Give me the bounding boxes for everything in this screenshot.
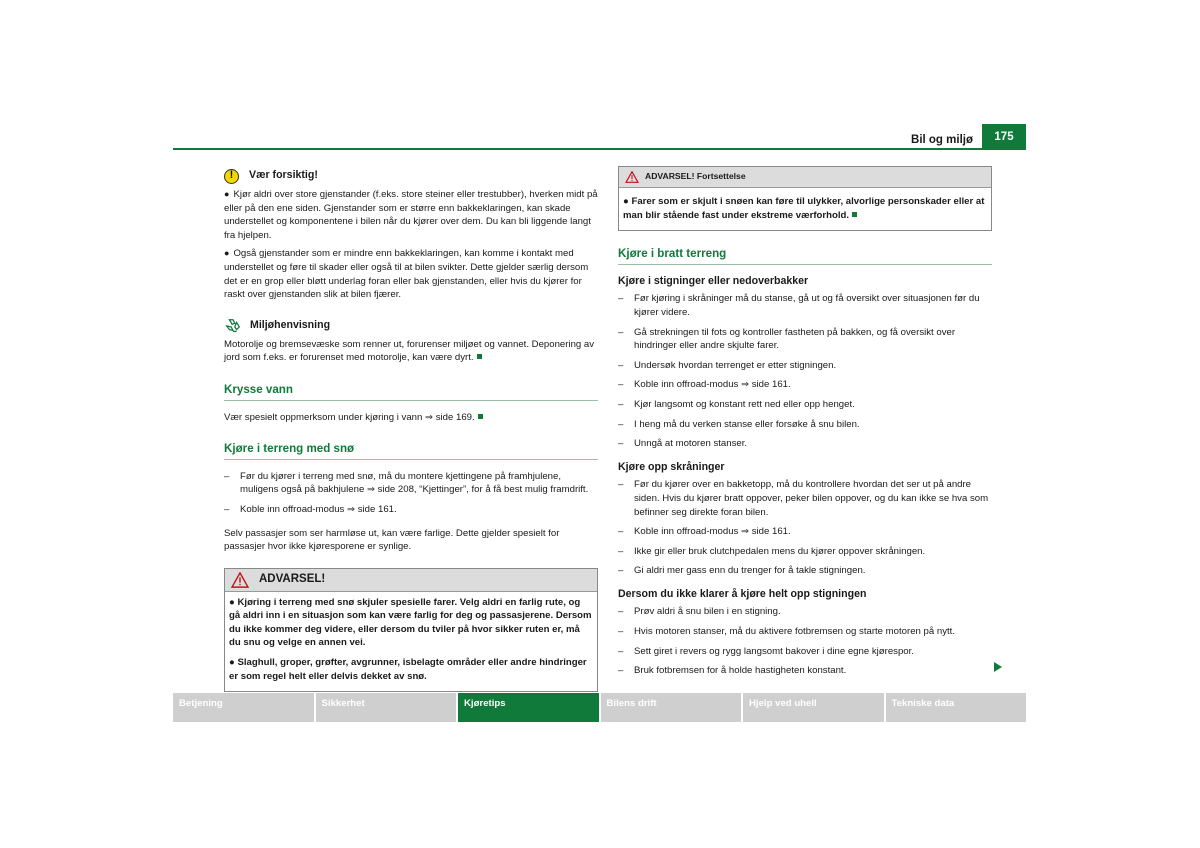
- snow-text: Selv passasjer som ser harmløse ut, kan være farlige. Dette gjelder spesielt for passasjer hvor ikke kjøresporene er synlige.: [224, 527, 560, 553]
- warning-triangle-icon: [231, 572, 249, 588]
- warning-title: ADVARSEL!: [259, 572, 326, 585]
- next-page-arrow-icon[interactable]: [994, 662, 1002, 672]
- nav-tab-bilens-drift[interactable]: Bilens drift: [601, 693, 742, 722]
- recycle-icon: [224, 317, 242, 335]
- list-item: – Gå strekningen til fots og kontroller fastheten på bakken, og få oversikt over hindringer eller andre skjulte farer.: [618, 326, 992, 353]
- uphill-list: [618, 292, 992, 450]
- caution-bullet: ● Kjør aldri over store gjenstander (f.eks. store steiner eller trestubber), hverken midt på eller på den ene siden. Gjenstander som er større enn bakkeklaringen, kan skade understellet og komponentene i bilen når du kjører over dem. Du kan bli liggende langt fra hjelpen.: [224, 189, 598, 241]
- environment-title: Miljøhenvisning: [250, 318, 331, 331]
- list-item: – Før du kjører over en bakketopp, må du kontrollere hvordan det ser ut på andre siden. Hvis du kjører bratt oppover, peker bilen oppover, og du kan ikke se hva som befinner seg direkte foran bilen.: [618, 478, 992, 519]
- left-column: [224, 166, 598, 692]
- list-item: – Gi aldri mer gass enn du trenger for å takle stigningen.: [618, 564, 992, 578]
- caution-icon: !: [224, 169, 239, 184]
- list-item: – Kjør langsomt og konstant rett ned eller opp henget.: [618, 398, 992, 412]
- header-rule: [173, 148, 1026, 150]
- section-title-steep: Kjøre i bratt terreng: [618, 247, 992, 265]
- page-number: 175: [982, 124, 1026, 150]
- list-item: – Før kjøring i skråninger må du stanse, gå ut og få oversikt over situasjonen før du kjører videre.: [618, 292, 992, 319]
- warning-continued-title: ADVARSEL! Fortsettelse: [645, 171, 746, 182]
- list-item: – Bruk fotbremsen for å holde hastigheten konstant.: [618, 664, 992, 678]
- caution-heading: [224, 166, 598, 186]
- end-square-icon: [852, 212, 857, 217]
- list-item: – Hvis motoren stanser, må du aktivere fotbremsen og starte motoren på nytt.: [618, 625, 992, 639]
- warning-continued-heading: [619, 167, 991, 188]
- slope-list: [618, 478, 992, 578]
- caution-bullet: ● Også gjenstander som er mindre enn bakkeklaringen, kan komme i kontakt med understellet og føre til skader eller også til at bilen svikter. Dette gjelder særlig dersom det er en grop eller bløtt underlag foran eller bak gjenstanden, eller hvis du kjører for raskt over gjenstanden slik at bilen fjærer.: [224, 248, 589, 301]
- nav-tab-betjening[interactable]: Betjening: [173, 693, 314, 722]
- page-header-title: Bil og miljø: [911, 134, 973, 146]
- warning-box: [224, 568, 598, 693]
- list-item: – I heng må du verken stanse eller forsøke å snu bilen.: [618, 418, 992, 432]
- subsection-title-uphill: Kjøre i stigninger eller nedoverbakker: [618, 274, 809, 287]
- section-title-crossing-water: Krysse vann: [224, 383, 598, 401]
- warning-continued-box: [618, 166, 992, 231]
- warning-bullet: ● Slaghull, groper, grøfter, avgrunner, isbelagte områder eller andre hindringer er som regel helt eller delvis dekket av snø.: [229, 657, 587, 682]
- warning-continued-text: ● Farer som er skjult i snøen kan føre til ulykker, alvorlige personskader eller at man blir stående fast under ekstreme værforhold.: [623, 196, 985, 221]
- list-item: – Ikke gir eller bruk clutchpedalen mens du kjører oppover skråningen.: [618, 545, 992, 559]
- fail-list: [618, 605, 992, 677]
- warning-body: [225, 592, 597, 692]
- warning-heading: [225, 569, 597, 592]
- nav-tab-hjelp-ved-uhell[interactable]: Hjelp ved uhell: [743, 693, 884, 722]
- list-item: – Koble inn offroad-modus ⇒ side 161.: [224, 503, 598, 517]
- nav-tab-kjoretips[interactable]: Kjøretips: [458, 693, 599, 722]
- nav-tab-sikkerhet[interactable]: Sikkerhet: [316, 693, 457, 722]
- nav-tab-tekniske-data[interactable]: Tekniske data: [886, 693, 1027, 722]
- list-item: – Prøv aldri å snu bilen i en stigning.: [618, 605, 992, 619]
- environment-text: Motorolje og bremsevæske som renner ut, forurenser miljøet og vannet. Deponering av jord som f.eks. er forurenset med motorolje, kan være dyrt.: [224, 338, 595, 364]
- list-item: – Undersøk hvordan terrenget er etter stigningen.: [618, 359, 992, 373]
- list-item: – Unngå at motoren stanser.: [618, 437, 992, 451]
- right-column: [618, 166, 992, 684]
- caution-title: Vær forsiktig!: [249, 169, 318, 182]
- environment-heading: [224, 316, 598, 336]
- subsection-title-slopes: Kjøre opp skråninger: [618, 460, 725, 473]
- list-item: – Koble inn offroad-modus ⇒ side 161.: [618, 378, 992, 392]
- subsection-title-fail: Dersom du ikke klarer å kjøre helt opp stigningen: [618, 587, 867, 600]
- list-item: – Før du kjører i terreng med snø, må du montere kjettingene på framhjulene, muligens også på bakhjulene ⇒ side 208, “Kjettinger”, for å få best mulig framdrift.: [224, 470, 598, 497]
- warning-continued-body: [619, 188, 991, 230]
- snow-list: [224, 470, 598, 517]
- warning-triangle-icon: [625, 171, 639, 183]
- section-title-snow: Kjøre i terreng med snø: [224, 442, 598, 460]
- list-item: – Sett giret i revers og rygg langsomt bakover i dine egne kjørespor.: [618, 645, 992, 659]
- crossing-water-text: Vær spesielt oppmerksom under kjøring i vann ⇒ side 169.: [224, 411, 598, 425]
- warning-bullet: ● Kjøring i terreng med snø skjuler spesielle farer. Velg aldri en farlig rute, og gå aldri inn i en situasjon som kan være farlig for deg og passasjerene. Dersom du ikke kommer deg videre, eller dersom du tviler på hvor sikker ruten er, må du snu og velge en annen vei.: [229, 596, 592, 649]
- end-square-icon: [477, 354, 482, 359]
- list-item: – Koble inn offroad-modus ⇒ side 161.: [618, 525, 992, 539]
- chapter-nav: [173, 693, 1026, 722]
- end-square-icon: [478, 414, 483, 419]
